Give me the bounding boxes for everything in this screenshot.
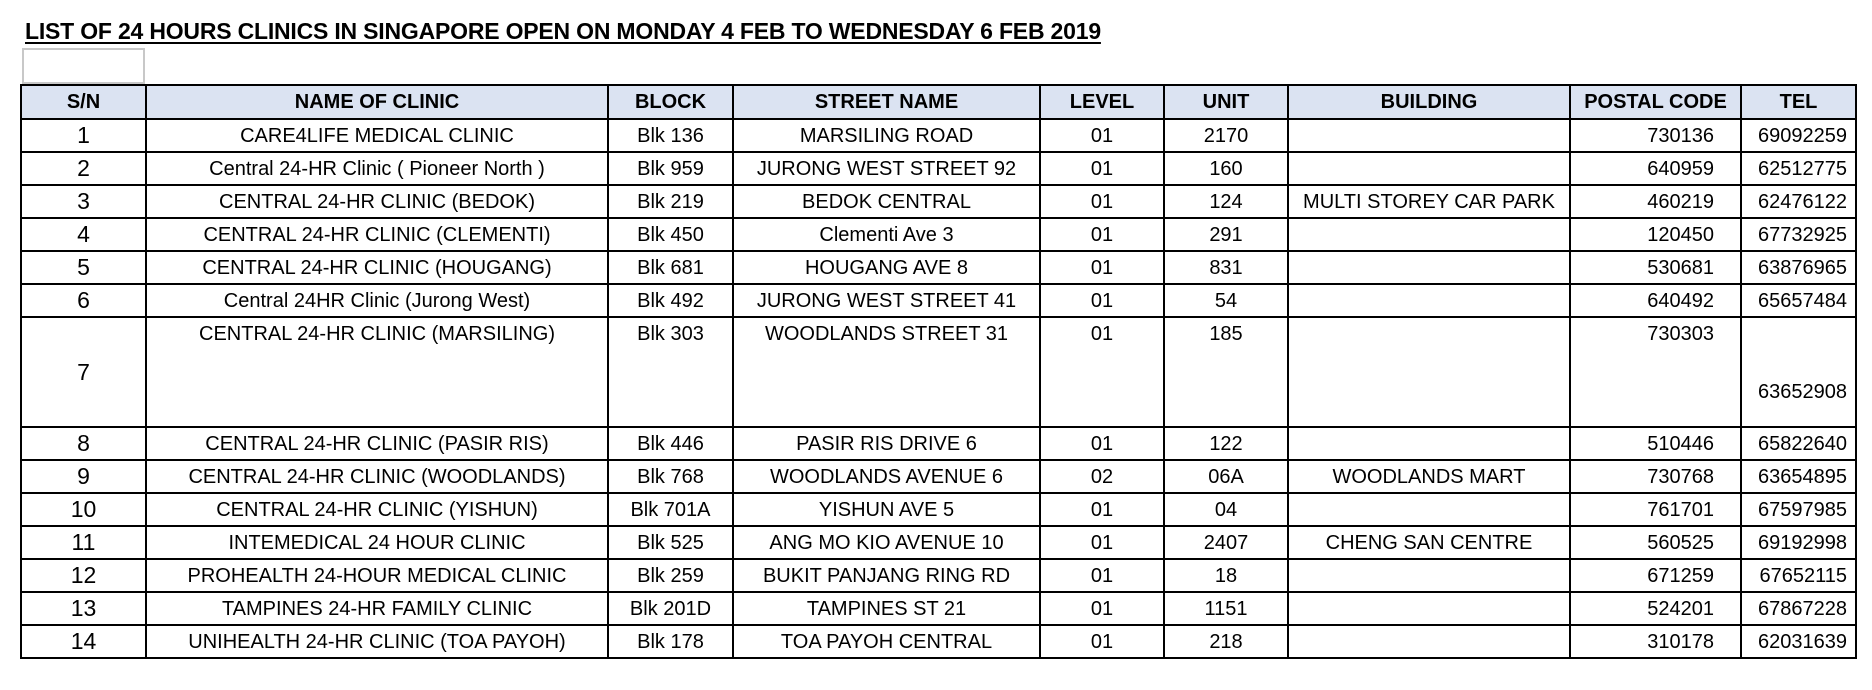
cell-tel: 69192998 [1741, 526, 1856, 559]
cell-level: 01 [1040, 559, 1164, 592]
cell-street: PASIR RIS DRIVE 6 [733, 427, 1040, 460]
cell-building [1288, 152, 1570, 185]
table-row [21, 460, 1856, 493]
cell-name: Central 24-HR Clinic ( Pioneer North ) [146, 152, 608, 185]
cell-tel: 65657484 [1741, 284, 1856, 317]
cell-building [1288, 119, 1570, 152]
header-block: BLOCK [608, 85, 733, 119]
cell-name: CENTRAL 24-HR CLINIC (YISHUN) [146, 493, 608, 526]
cell-name: Central 24HR Clinic (Jurong West) [146, 284, 608, 317]
cell-name: CENTRAL 24-HR CLINIC (PASIR RIS) [146, 427, 608, 460]
cell-block: Blk 201D [608, 592, 733, 625]
cell-tel: 63654895 [1741, 460, 1856, 493]
cell-sn: 3 [21, 185, 146, 218]
cell-street: JURONG WEST STREET 41 [733, 284, 1040, 317]
table-row [21, 119, 1856, 152]
cell-sn: 12 [21, 559, 146, 592]
cell-level: 01 [1040, 185, 1164, 218]
cell-tel: 67597985 [1741, 493, 1856, 526]
cell-sn: 6 [21, 284, 146, 317]
cell-block: Blk 219 [608, 185, 733, 218]
cell-block: Blk 681 [608, 251, 733, 284]
table-row [21, 559, 1856, 592]
cell-street: Clementi Ave 3 [733, 218, 1040, 251]
header-row [21, 85, 1856, 119]
cell-level: 01 [1040, 625, 1164, 658]
header-street: STREET NAME [733, 85, 1040, 119]
cell-block: Blk 525 [608, 526, 733, 559]
cell-tel: 67867228 [1741, 592, 1856, 625]
cell-name: PROHEALTH 24-HOUR MEDICAL CLINIC [146, 559, 608, 592]
cell-level: 01 [1040, 119, 1164, 152]
table-row [21, 625, 1856, 658]
table-row [21, 251, 1856, 284]
table-row [21, 427, 1856, 460]
cell-street: TOA PAYOH CENTRAL [733, 625, 1040, 658]
cell-building [1288, 427, 1570, 460]
cell-street: YISHUN AVE 5 [733, 493, 1040, 526]
cell-level: 01 [1040, 427, 1164, 460]
cell-postal: 640492 [1570, 284, 1741, 317]
selected-cell[interactable] [22, 48, 145, 84]
cell-building: MULTI STOREY CAR PARK [1288, 185, 1570, 218]
cell-postal: 730303 [1570, 317, 1741, 427]
cell-unit: 218 [1164, 625, 1288, 658]
cell-sn: 7 [21, 317, 146, 427]
cell-unit: 2170 [1164, 119, 1288, 152]
cell-unit: 1151 [1164, 592, 1288, 625]
cell-unit: 18 [1164, 559, 1288, 592]
table-row [21, 493, 1856, 526]
table-row [21, 526, 1856, 559]
page-title: LIST OF 24 HOURS CLINICS IN SINGAPORE OPEN ON MONDAY 4 FEB TO WEDNESDAY 6 FEB 2019 [25, 18, 1101, 44]
cell-block: Blk 178 [608, 625, 733, 658]
cell-level: 01 [1040, 218, 1164, 251]
header-level: LEVEL [1040, 85, 1164, 119]
cell-unit: 122 [1164, 427, 1288, 460]
cell-postal: 310178 [1570, 625, 1741, 658]
cell-tel: 62476122 [1741, 185, 1856, 218]
cell-unit: 2407 [1164, 526, 1288, 559]
cell-sn: 2 [21, 152, 146, 185]
cell-street: WOODLANDS AVENUE 6 [733, 460, 1040, 493]
cell-tel: 62031639 [1741, 625, 1856, 658]
cell-unit: 185 [1164, 317, 1288, 427]
header-postal: POSTAL CODE [1570, 85, 1741, 119]
header-sn: S/N [21, 85, 146, 119]
cell-street: ANG MO KIO AVENUE 10 [733, 526, 1040, 559]
cell-block: Blk 446 [608, 427, 733, 460]
table-row [21, 284, 1856, 317]
cell-postal: 730768 [1570, 460, 1741, 493]
cell-block: Blk 259 [608, 559, 733, 592]
clinics-table [20, 84, 1857, 659]
cell-tel: 62512775 [1741, 152, 1856, 185]
cell-tel: 67652115 [1741, 559, 1856, 592]
cell-postal: 671259 [1570, 559, 1741, 592]
table-row [21, 185, 1856, 218]
cell-postal: 460219 [1570, 185, 1741, 218]
cell-level: 01 [1040, 493, 1164, 526]
cell-building: CHENG SAN CENTRE [1288, 526, 1570, 559]
cell-tel: 67732925 [1741, 218, 1856, 251]
cell-name: CENTRAL 24-HR CLINIC (BEDOK) [146, 185, 608, 218]
cell-name: UNIHEALTH 24-HR CLINIC (TOA PAYOH) [146, 625, 608, 658]
cell-unit: 160 [1164, 152, 1288, 185]
cell-building [1288, 592, 1570, 625]
cell-block: Blk 136 [608, 119, 733, 152]
cell-block: Blk 959 [608, 152, 733, 185]
cell-street: HOUGANG AVE 8 [733, 251, 1040, 284]
cell-sn: 13 [21, 592, 146, 625]
cell-block: Blk 450 [608, 218, 733, 251]
cell-building [1288, 284, 1570, 317]
cell-building [1288, 625, 1570, 658]
table-row [21, 592, 1856, 625]
cell-unit: 04 [1164, 493, 1288, 526]
cell-name: CENTRAL 24-HR CLINIC (MARSILING) [146, 317, 608, 427]
cell-street: JURONG WEST STREET 92 [733, 152, 1040, 185]
cell-building [1288, 317, 1570, 427]
cell-unit: 06A [1164, 460, 1288, 493]
cell-sn: 8 [21, 427, 146, 460]
cell-building [1288, 218, 1570, 251]
cell-tel: 63876965 [1741, 251, 1856, 284]
cell-name: INTEMEDICAL 24 HOUR CLINIC [146, 526, 608, 559]
cell-block: Blk 768 [608, 460, 733, 493]
cell-postal: 730136 [1570, 119, 1741, 152]
cell-street: TAMPINES ST 21 [733, 592, 1040, 625]
header-building: BUILDING [1288, 85, 1570, 119]
header-unit: UNIT [1164, 85, 1288, 119]
header-tel: TEL [1741, 85, 1856, 119]
cell-street: BEDOK CENTRAL [733, 185, 1040, 218]
cell-sn: 9 [21, 460, 146, 493]
cell-block: Blk 492 [608, 284, 733, 317]
cell-unit: 831 [1164, 251, 1288, 284]
cell-tel: 65822640 [1741, 427, 1856, 460]
cell-level: 01 [1040, 592, 1164, 625]
cell-name: CENTRAL 24-HR CLINIC (CLEMENTI) [146, 218, 608, 251]
cell-postal: 524201 [1570, 592, 1741, 625]
cell-building [1288, 559, 1570, 592]
cell-name: CARE4LIFE MEDICAL CLINIC [146, 119, 608, 152]
table-row [21, 317, 1856, 427]
cell-sn: 1 [21, 119, 146, 152]
cell-sn: 5 [21, 251, 146, 284]
cell-block: Blk 701A [608, 493, 733, 526]
cell-level: 01 [1040, 152, 1164, 185]
cell-building: WOODLANDS MART [1288, 460, 1570, 493]
cell-level: 01 [1040, 526, 1164, 559]
cell-block: Blk 303 [608, 317, 733, 427]
cell-sn: 14 [21, 625, 146, 658]
cell-name: TAMPINES 24-HR FAMILY CLINIC [146, 592, 608, 625]
cell-level: 02 [1040, 460, 1164, 493]
cell-postal: 530681 [1570, 251, 1741, 284]
cell-postal: 560525 [1570, 526, 1741, 559]
cell-building [1288, 251, 1570, 284]
cell-postal: 510446 [1570, 427, 1741, 460]
cell-building [1288, 493, 1570, 526]
cell-postal: 640959 [1570, 152, 1741, 185]
cell-name: CENTRAL 24-HR CLINIC (WOODLANDS) [146, 460, 608, 493]
cell-level: 01 [1040, 284, 1164, 317]
header-name: NAME OF CLINIC [146, 85, 608, 119]
cell-name: CENTRAL 24-HR CLINIC (HOUGANG) [146, 251, 608, 284]
cell-unit: 54 [1164, 284, 1288, 317]
cell-street: BUKIT PANJANG RING RD [733, 559, 1040, 592]
cell-postal: 120450 [1570, 218, 1741, 251]
cell-postal: 761701 [1570, 493, 1741, 526]
cell-level: 01 [1040, 251, 1164, 284]
cell-tel: 63652908 [1741, 317, 1856, 427]
cell-street: WOODLANDS STREET 31 [733, 317, 1040, 427]
cell-sn: 10 [21, 493, 146, 526]
table-row [21, 152, 1856, 185]
cell-unit: 124 [1164, 185, 1288, 218]
cell-tel: 69092259 [1741, 119, 1856, 152]
table-row [21, 218, 1856, 251]
cell-unit: 291 [1164, 218, 1288, 251]
cell-street: MARSILING ROAD [733, 119, 1040, 152]
cell-sn: 4 [21, 218, 146, 251]
cell-sn: 11 [21, 526, 146, 559]
cell-level: 01 [1040, 317, 1164, 427]
